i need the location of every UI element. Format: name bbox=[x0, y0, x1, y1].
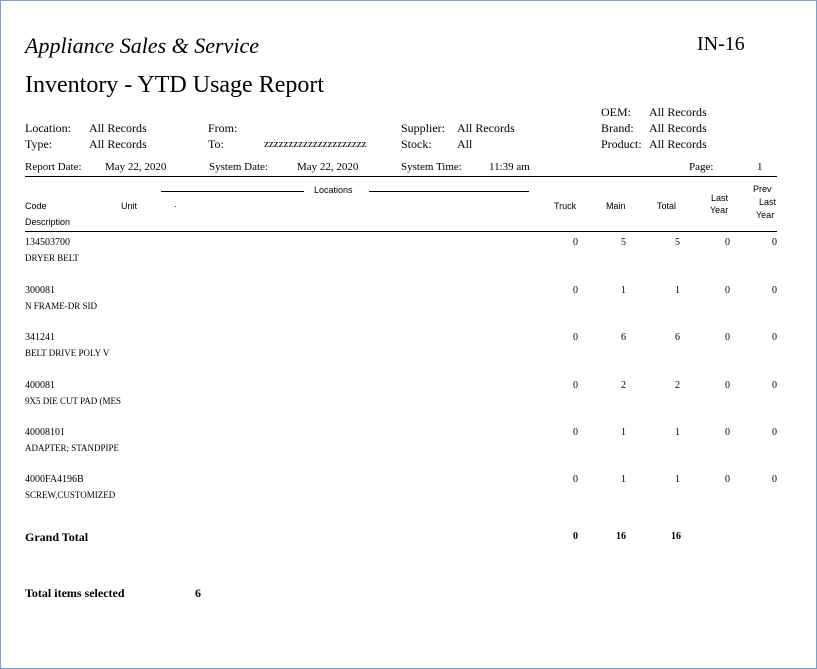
last-year-header-2: Year bbox=[710, 205, 729, 215]
row-truck: 0 bbox=[573, 474, 578, 485]
description-header: Description bbox=[25, 217, 71, 227]
locations-rule-right bbox=[369, 191, 529, 192]
row-description: BELT DRIVE POLY V bbox=[25, 348, 110, 358]
brand-value: All Records bbox=[649, 121, 707, 135]
row-truck: 0 bbox=[573, 380, 578, 391]
from-label: From: bbox=[208, 121, 238, 135]
row-main: 1 bbox=[621, 285, 626, 296]
row-prev-last-year: 0 bbox=[772, 285, 777, 296]
row-description: DRYER BELT bbox=[25, 253, 79, 263]
row-prev-last-year: 0 bbox=[772, 332, 777, 343]
system-time-label: System Time: bbox=[401, 161, 462, 173]
product-value: All Records bbox=[649, 137, 707, 151]
grand-total-main: 16 bbox=[616, 531, 626, 542]
row-description: SCREW,CUSTOMIZED bbox=[25, 490, 116, 500]
prev-header-3: Year bbox=[756, 210, 775, 220]
row-description: 9X5 DIE CUT PAD (MES bbox=[25, 396, 122, 406]
row-total: 1 bbox=[675, 474, 680, 485]
row-code: 300081 bbox=[25, 285, 55, 296]
page-number: 1 bbox=[757, 161, 763, 173]
meta-divider bbox=[25, 176, 777, 177]
row-total: 6 bbox=[675, 332, 680, 343]
row-prev-last-year: 0 bbox=[772, 474, 777, 485]
row-last-year: 0 bbox=[725, 474, 730, 485]
row-prev-last-year: 0 bbox=[772, 237, 777, 248]
row-total: 5 bbox=[675, 237, 680, 248]
code-header: Code bbox=[25, 201, 47, 211]
to-value: zzzzzzzzzzzzzzzzzzzzz bbox=[264, 138, 367, 150]
row-total: 1 bbox=[675, 285, 680, 296]
prev-header-2: Last bbox=[759, 197, 777, 207]
row-code: 4000FA4196B bbox=[25, 474, 84, 485]
to-label: To: bbox=[208, 137, 224, 151]
stock-value: All bbox=[457, 137, 473, 151]
grand-total-label: Grand Total bbox=[25, 530, 89, 544]
row-main: 6 bbox=[621, 332, 626, 343]
row-truck: 0 bbox=[573, 237, 578, 248]
locations-header: Locations bbox=[314, 185, 353, 195]
items-selected-count: 6 bbox=[195, 586, 201, 600]
row-code: 40008101 bbox=[25, 427, 65, 438]
row-description: N FRAME-DR SID bbox=[25, 301, 98, 311]
row-truck: 0 bbox=[573, 427, 578, 438]
row-description: ADAPTER; STANDPIPE bbox=[25, 443, 120, 453]
row-prev-last-year: 0 bbox=[772, 380, 777, 391]
row-code: 400081 bbox=[25, 380, 55, 391]
grand-total-total: 16 bbox=[671, 531, 681, 542]
system-time: 11:39 am bbox=[489, 161, 530, 173]
row-total: 2 bbox=[675, 380, 680, 391]
truck-header: Truck bbox=[554, 201, 577, 211]
company-name: Appliance Sales & Service bbox=[25, 33, 259, 58]
row-main: 2 bbox=[621, 380, 626, 391]
row-truck: 0 bbox=[573, 332, 578, 343]
items-selected-label: Total items selected bbox=[25, 586, 125, 600]
row-truck: 0 bbox=[573, 285, 578, 296]
report-date-label: Report Date: bbox=[25, 161, 82, 173]
report-date: May 22, 2020 bbox=[105, 161, 167, 173]
row-last-year: 0 bbox=[725, 285, 730, 296]
row-code: 134503700 bbox=[25, 237, 70, 248]
supplier-value: All Records bbox=[457, 121, 515, 135]
row-prev-last-year: 0 bbox=[772, 427, 777, 438]
row-main: 1 bbox=[621, 474, 626, 485]
row-last-year: 0 bbox=[725, 380, 730, 391]
prev-header-1: Prev bbox=[753, 184, 772, 194]
stock-label: Stock: bbox=[401, 137, 432, 151]
main-header: Main bbox=[606, 201, 626, 211]
product-label: Product: bbox=[601, 137, 642, 151]
row-main: 1 bbox=[621, 427, 626, 438]
system-date-label: System Date: bbox=[209, 161, 268, 173]
report-title: Inventory - YTD Usage Report bbox=[25, 72, 325, 98]
location-value: All Records bbox=[89, 121, 147, 135]
total-header: Total bbox=[657, 201, 677, 211]
type-value: All Records bbox=[89, 137, 147, 151]
grand-total-truck: 0 bbox=[573, 531, 578, 542]
location-label: Location: bbox=[25, 121, 71, 135]
row-main: 5 bbox=[621, 237, 626, 248]
supplier-label: Supplier: bbox=[401, 121, 445, 135]
row-last-year: 0 bbox=[725, 427, 730, 438]
row-code: 341241 bbox=[25, 332, 55, 343]
oem-value: All Records bbox=[649, 105, 707, 119]
locations-rule-left bbox=[161, 191, 304, 192]
row-last-year: 0 bbox=[725, 332, 730, 343]
oem-label: OEM: bbox=[601, 105, 631, 119]
page-label: Page: bbox=[689, 161, 714, 173]
row-total: 1 bbox=[675, 427, 680, 438]
dot-mark: . bbox=[174, 199, 177, 209]
unit-header: Unit bbox=[121, 201, 138, 211]
brand-label: Brand: bbox=[601, 121, 634, 135]
report-code: IN-16 bbox=[697, 33, 745, 55]
row-last-year: 0 bbox=[725, 237, 730, 248]
last-year-header-1: Last bbox=[711, 193, 729, 203]
system-date: May 22, 2020 bbox=[297, 161, 359, 173]
type-label: Type: bbox=[25, 137, 53, 151]
header-divider bbox=[25, 231, 777, 232]
